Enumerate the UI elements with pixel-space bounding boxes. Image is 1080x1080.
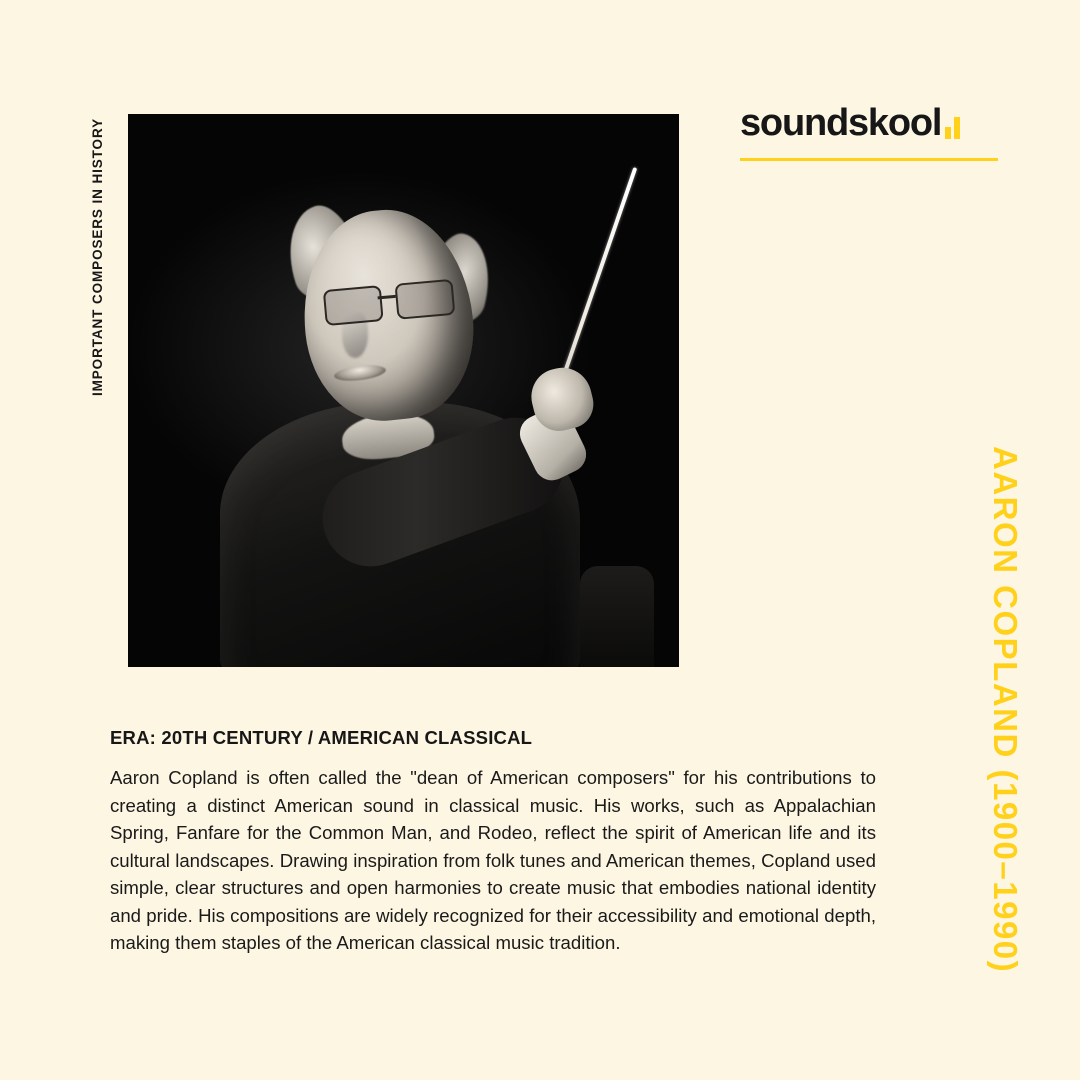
brand-lockup — [740, 104, 998, 161]
composer-name-vertical — [986, 446, 1024, 1006]
brand-name: soundskool — [740, 102, 942, 144]
equalizer-bars-icon — [945, 117, 960, 142]
glasses-bridge — [378, 295, 396, 299]
glasses-lens-left — [323, 285, 384, 326]
brand-row — [740, 104, 998, 142]
equalizer-bar-tall — [954, 117, 960, 139]
portrait-photo — [128, 114, 679, 667]
composer-portrait — [128, 114, 679, 667]
series-label-text: IMPORTANT COMPOSERS IN HISTORY — [89, 118, 105, 397]
brand-underline-divider — [740, 158, 998, 161]
biography-text: Aaron Copland is often called the "dean of American composers" for his contributions to creating a distinct American sound in classical music. His works, such as Appalachian Spring, Fanfare for the Common Man, and Rodeo, reflect the spirit of American life and its cultural landscapes. Drawing inspiration from folk tunes and American themes, Copland used simple, clear structures and open harmonies to create music that embodies national identity and pride. His compositions are widely recognized for their accessibility and emotional depth, making them staples of the American classical music tradition. — [110, 767, 876, 953]
composer-name-text: AARON COPLAND (1900–1990) — [987, 446, 1024, 974]
series-label — [84, 118, 110, 448]
equalizer-bar-short — [945, 127, 951, 139]
chair-back-shape — [580, 566, 654, 667]
era-label: ERA: 20TH CENTURY / AMERICAN CLASSICAL — [110, 727, 533, 748]
glasses-lens-right — [395, 279, 456, 320]
